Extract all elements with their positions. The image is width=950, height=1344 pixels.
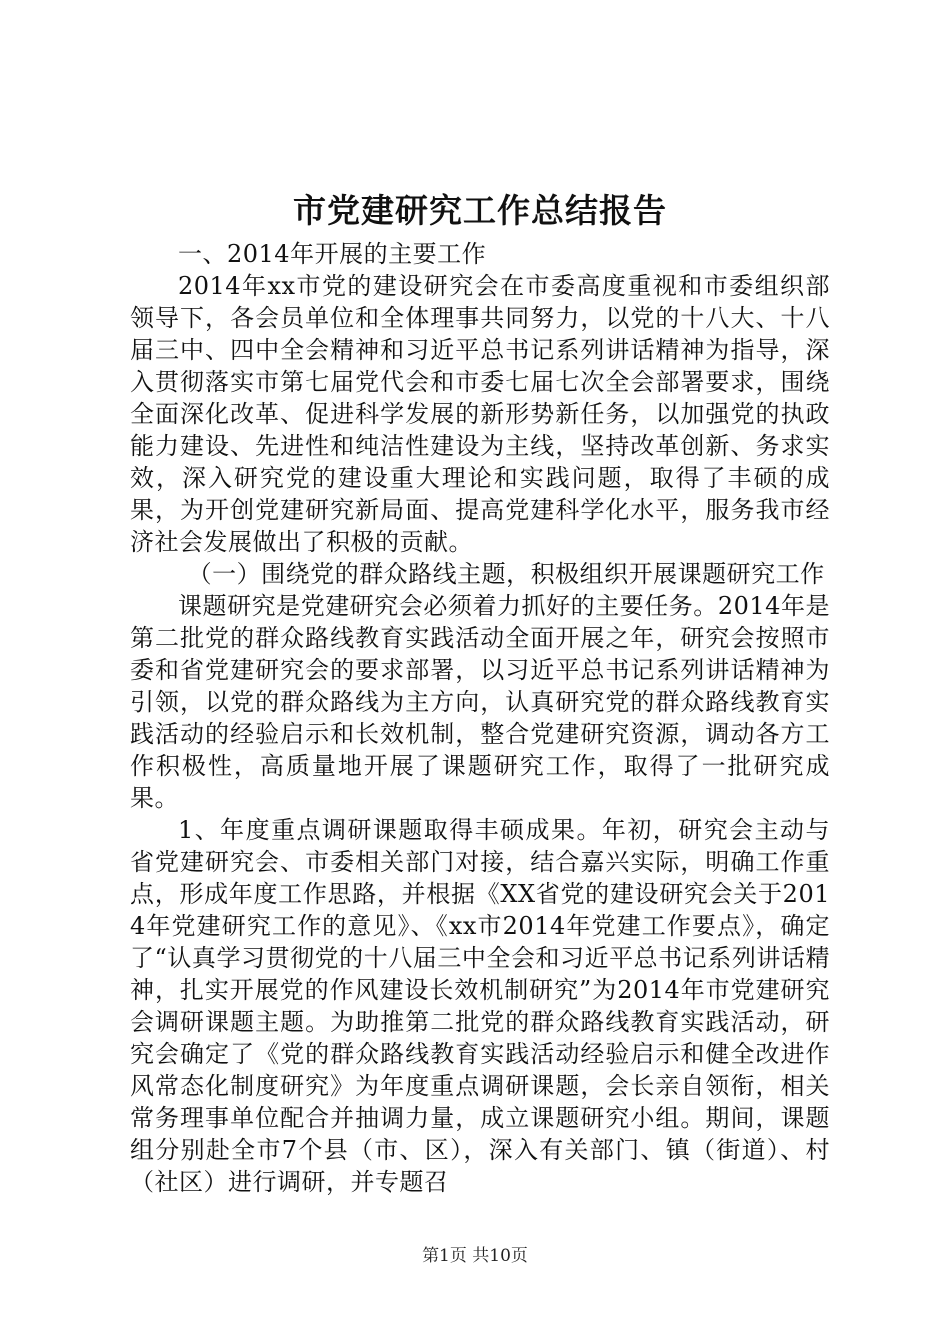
sub-section-heading: （一）围绕党的群众路线主题，积极组织开展课题研究工作 [187,560,825,588]
body-paragraph: 课题研究是党建研究会必须着力抓好的主要任务。2014年是第二批党的群众路线教育实践活动全面开展之年，研究会按照市委和省党建研究会的要求部署，以习近平总书记系列讲话精神为引领，以党的群众路线为主方向，认真研究党的群众路线教育实践活动的经验启示和长效机制，整合党建研究资源，调动各方工作积极性，高质量地开展了课题研究工作，取得了一批研究成果。 [130,592,830,812]
body-paragraph: 1、年度重点调研课题取得丰硕成果。年初，研究会主动与省党建研究会、市委相关部门对接，结合嘉兴实际，明确工作重点，形成年度工作思路，并根据《XX省党的建设研究会关于2014年党建研究工作的意见》、《xx市2014年党建工作要点》，确定了“认真学习贯彻党的十八届三中全会和习近平总书记系列讲话精神，扎实开展党的作风建设长效机制研究”为2014年市党建研究会调研课题主题。为助推第二批党的群众路线教育实践活动，研究会确定了《党的群众路线教育实践活动经验启示和健全改进作风常态化制度研究》为年度重点调研课题，会长亲自领衔，相关常务理事单位配合并抽调力量，成立课题研究小组。期间，课题组分别赴全市7个县（市、区），深入有关部门、镇（街道）、村（社区）进行调研，并专题召 [130,816,830,1196]
page-footer: 第1页 共10页 [422,1246,528,1266]
body-paragraph: 2014年xx市党的建设研究会在市委高度重视和市委组织部领导下，各会员单位和全体理事共同努力，以党的十八大、十八届三中、四中全会精神和习近平总书记系列讲话精神为指导，深入贯彻落实市第七届党代会和市委七届七次全会部署要求，围绕全面深化改革、促进科学发展的新形势新任务，以加强党的执政能力建设、先进性和纯洁性建设为主线，坚持改革创新、务求实效，深入研究党的建设重大理论和实践问题，取得了丰硕的成果，为开创党建研究新局面、提高党建科学化水平，服务我市经济社会发展做出了积极的贡献。 [130,272,830,556]
document-title: 市党建研究工作总结报告 [293,191,667,230]
document-page [130,188,830,1198]
section-heading-1: 一、2014年开展的主要工作 [178,240,487,268]
